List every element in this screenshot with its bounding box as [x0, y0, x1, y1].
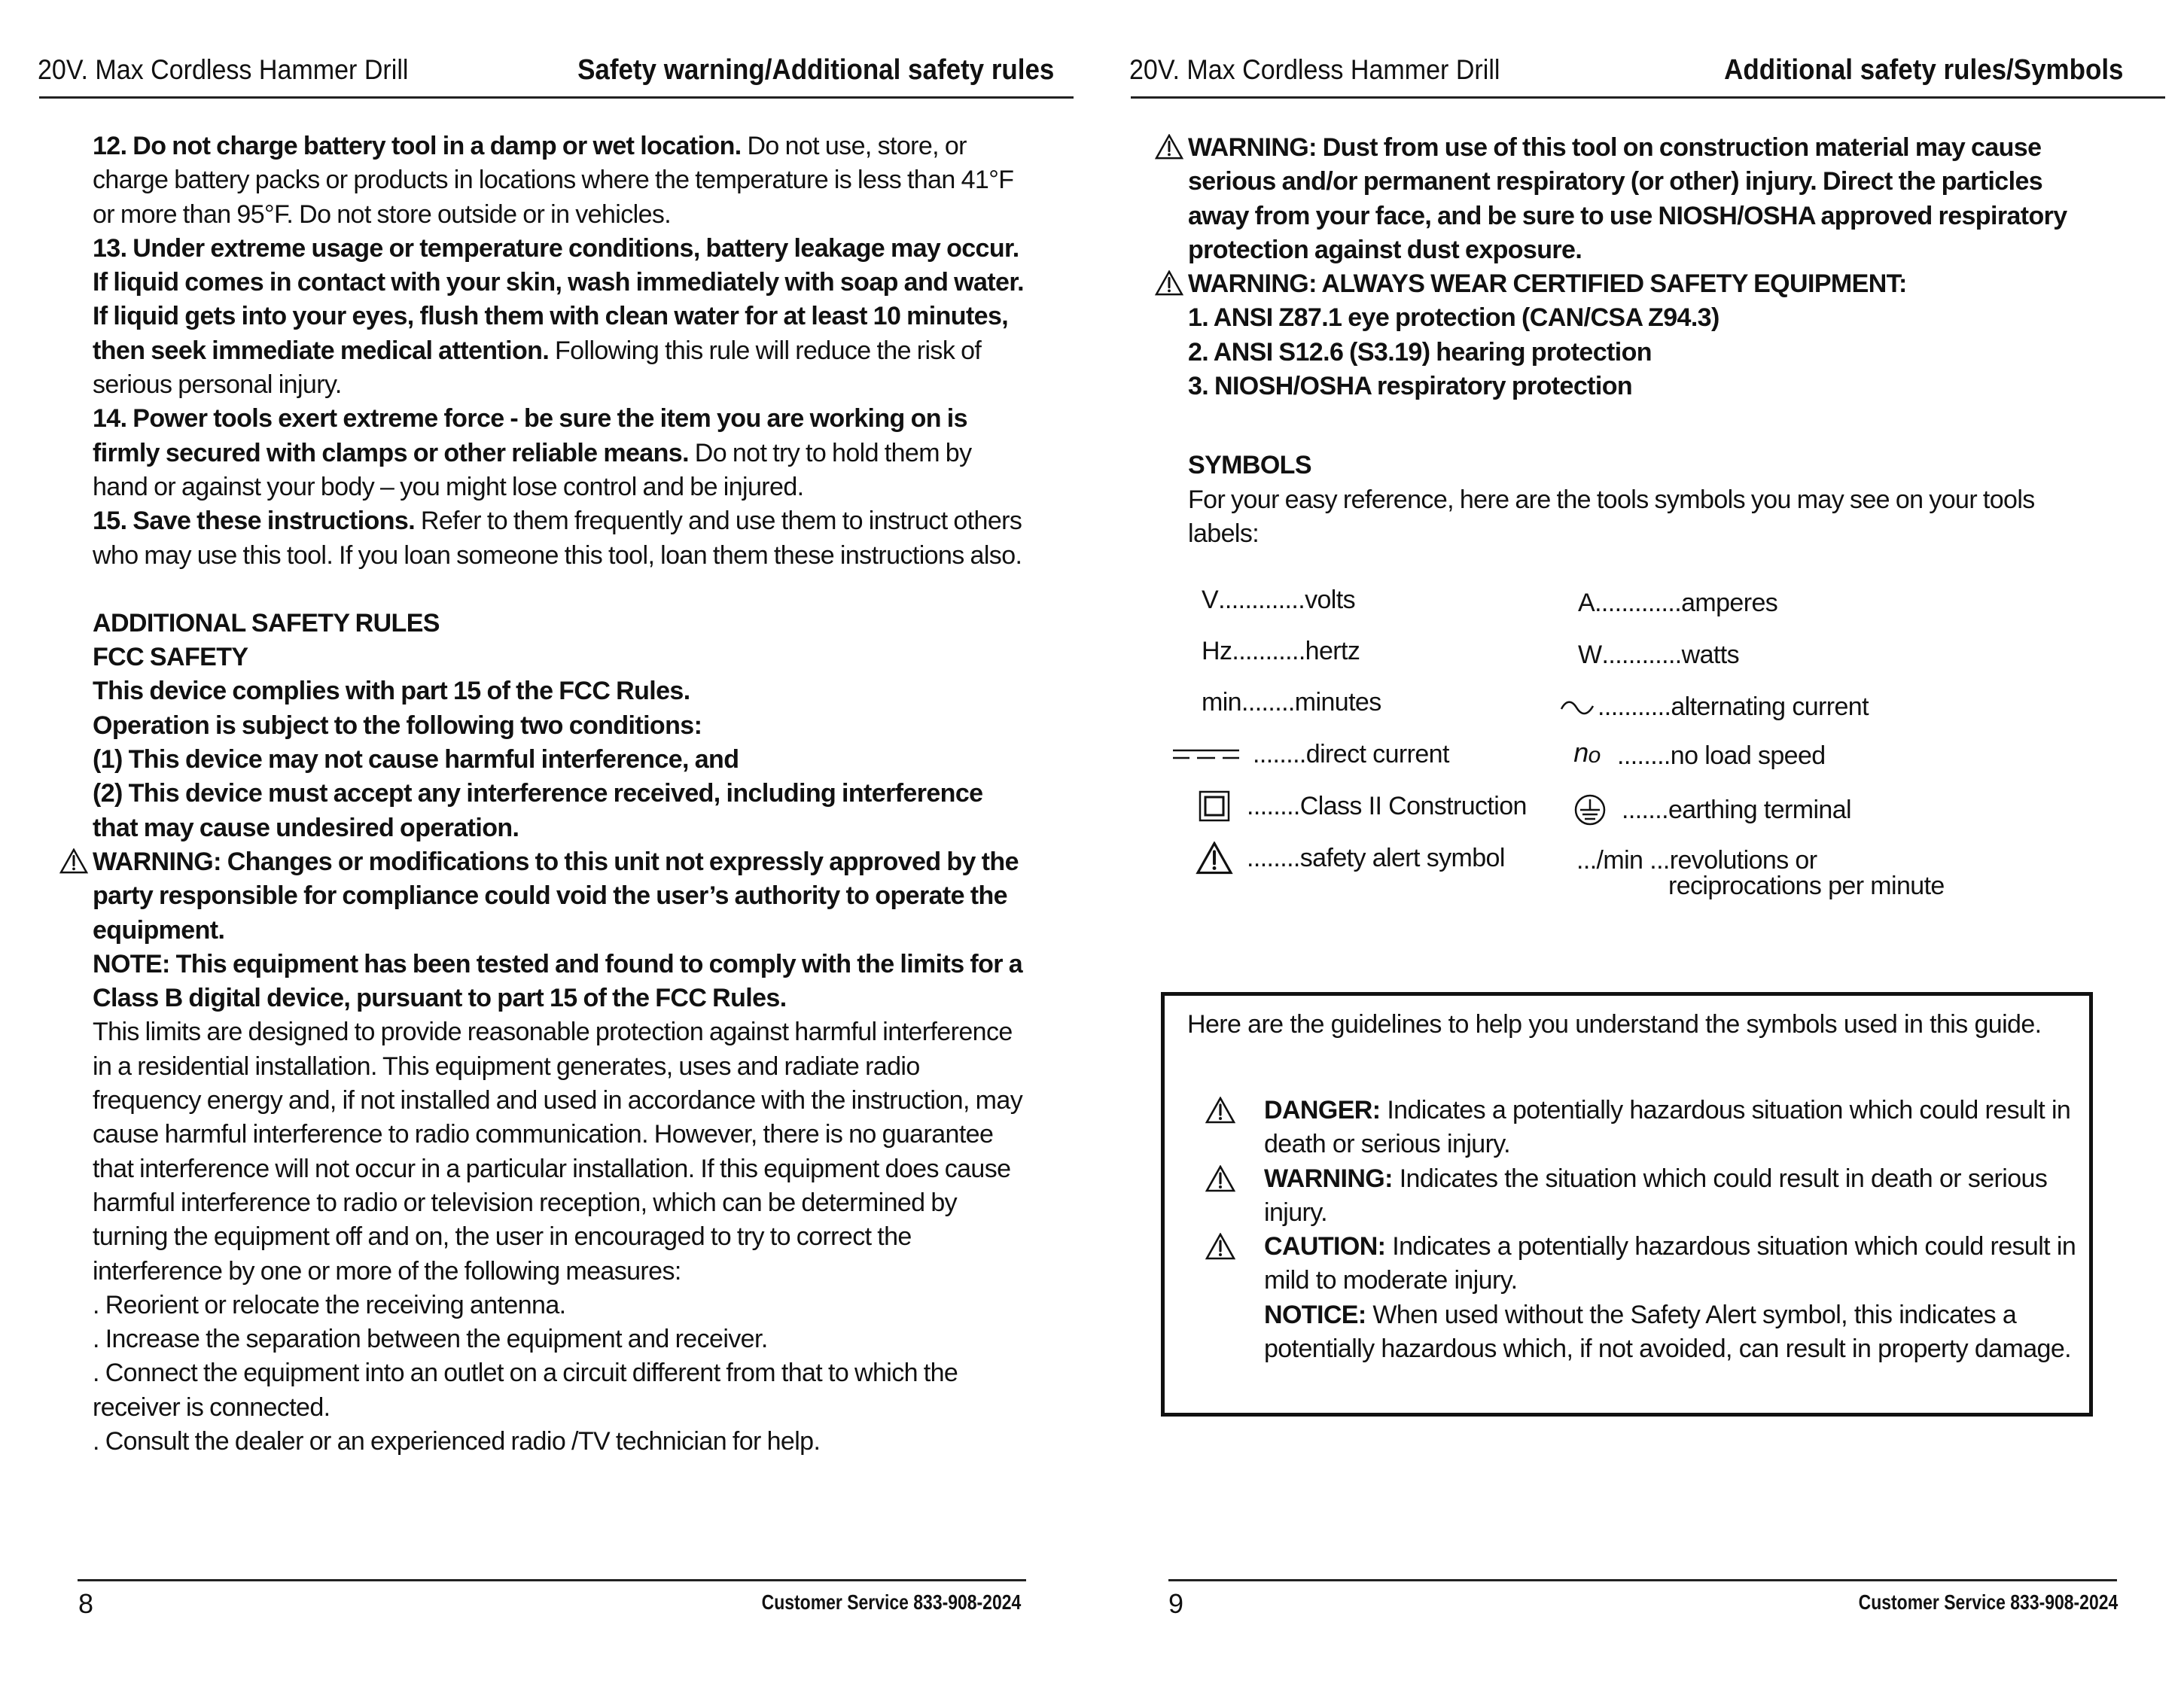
definition-text: Indicates the situation which could result in death or serious injury. [1264, 1164, 2048, 1227]
rule-15-title: 15. Save these instructions. [93, 507, 416, 536]
symbol-volts [1202, 586, 1355, 615]
symbols-intro: For your easy reference, here are the tools symbols you may see on your tools labels: [1188, 485, 2035, 548]
page-number: 8 [78, 1588, 94, 1619]
symbol-dots: ....... [1622, 795, 1668, 824]
caution-alert-icon [1205, 1233, 1235, 1260]
dust-warning-text: WARNING: Dust from use of this tool on construction material may cause serious and/or permanent respiratory (or other) injury. Direct the particles away from your face, and be sure to use NIOSH/OSHA approved respiratory protection against dust exposure. [1188, 133, 2067, 264]
symbol-code: A [1578, 589, 1595, 617]
class-ii-construction-icon [1199, 790, 1230, 822]
rule-13-text: Following this rule will reduce the risk of serious personal injury. [93, 336, 982, 400]
fcc-warning-text: WARNING: Changes or modifications to this unit not expressly approved by the party responsible for compliance could void the user’s authority to operate the equipment. [93, 847, 1019, 945]
fcc-line: Operation is subject to the following two conditions: [93, 711, 702, 740]
measure-item: . Consult the dealer or an experienced radio /TV technician for help. [93, 1426, 821, 1456]
rule-13 [93, 232, 1026, 402]
rule-12-title: 12. Do not charge battery tool in a damp or wet location. [93, 132, 742, 160]
definition-caution [1264, 1230, 2077, 1298]
symbol-dots: ............ [1601, 641, 1682, 669]
symbol-meaning: no load speed [1670, 741, 1826, 770]
definition-label: DANGER: [1264, 1096, 1381, 1124]
symbol-subscript: o [1588, 743, 1601, 768]
alternating-current-icon [1560, 697, 1595, 718]
symbol-meaning: earthing terminal [1668, 795, 1851, 824]
definition-text: Indicates a potentially hazardous situation which could result in death or serious injury. [1264, 1096, 2071, 1159]
definition-notice [1264, 1298, 2077, 1367]
definition-warning [1264, 1162, 2077, 1231]
fcc-line: (1) This device may not cause harmful interference, and [93, 745, 739, 775]
symbol-dots: ... [1643, 846, 1670, 875]
measure-item: . Reorient or relocate the receiving antenna. [93, 1290, 566, 1319]
fcc-warning [93, 845, 1026, 948]
symbol-dots: ........... [1598, 692, 1671, 721]
symbol-dots: ........ [1253, 740, 1306, 768]
measure-item: . Increase the separation between the equipment and receiver. [93, 1325, 768, 1354]
manual-page-9 [1092, 0, 2184, 1689]
signal-word-definitions [1264, 1094, 2077, 1366]
page-number: 9 [1168, 1588, 1184, 1619]
definition-label: WARNING: [1264, 1164, 1393, 1193]
symbol-dots: ........ [1241, 688, 1295, 717]
symbol-meaning: amperes [1681, 589, 1778, 617]
symbol-meaning: alternating current [1671, 692, 1869, 721]
symbol-dots: ........ [1247, 843, 1300, 872]
rule-15 [93, 504, 1026, 573]
measure-item: . Connect the equipment into an outlet on a circuit different from that to which the receiver is connected. [93, 1359, 958, 1422]
symbol-meaning: hertz [1305, 637, 1360, 665]
symbol-per-minute [1576, 848, 1945, 899]
rule-14-text: Do not try to hold them by hand or against your body – you might lose control and be injured. [93, 438, 972, 501]
symbol-meaning: volts [1305, 586, 1356, 614]
symbol-meaning-continued: reciprocations per minute [1668, 872, 1945, 900]
symbol-code: W [1578, 641, 1602, 669]
equipment-warning-text: WARNING: ALWAYS WEAR CERTIFIED SAFETY EQUIPMENT: [1188, 269, 1907, 299]
symbol-code: V [1202, 586, 1219, 614]
safety-rules-body [93, 129, 1026, 1459]
header-product-title: 20V. Max Cordless Hammer Drill [38, 54, 409, 85]
symbol-watts [1578, 641, 1739, 670]
symbol-code: min [1202, 688, 1241, 717]
symbol-dots: ........... [1232, 637, 1305, 665]
rule-12-text: Do not use, store, or charge battery packs or products in locations where the temperature is less than 41°F or more than 95°F. Do not store outside or in vehicles. [93, 132, 1014, 229]
symbol-alternating-current [1560, 692, 1869, 722]
symbol-no-load-speed [1570, 737, 1826, 771]
definition-label: NOTICE: [1264, 1300, 1366, 1329]
definition-label: CAUTION: [1264, 1232, 1386, 1261]
rule-12 [93, 129, 1026, 232]
symbol-hertz [1202, 637, 1360, 666]
customer-service-footer: Customer Service 833-908-2024 [761, 1590, 1021, 1614]
additional-safety-rules-heading: ADDITIONAL SAFETY RULES [93, 608, 440, 638]
direct-current-icon [1171, 746, 1242, 764]
equipment-item: 2. ANSI S12.6 (S3.19) hearing protection [1188, 337, 1652, 367]
symbol-meaning: Class II Construction [1299, 791, 1527, 820]
symbol-amperes [1578, 589, 1777, 618]
earthing-terminal-icon [1573, 793, 1607, 826]
symbol-dots: ............. [1218, 586, 1305, 614]
symbol-safety-alert [1196, 841, 1505, 875]
symbol-code: .../min [1576, 846, 1643, 875]
symbol-meaning: safety alert symbol [1299, 843, 1505, 872]
header-section-title: Safety warning/Additional safety rules [577, 54, 1054, 86]
rule-14 [93, 402, 1026, 504]
fcc-line: This device complies with part 15 of the FCC Rules. [93, 677, 690, 706]
symbol-dots: ............. [1595, 589, 1682, 617]
safety-alert-icon [1196, 841, 1233, 875]
symbol-earthing-terminal [1573, 793, 1851, 826]
symbols-legend [1092, 0, 2184, 1689]
symbol-direct-current [1171, 740, 1449, 769]
rule-14-title: 14. Power tools exert extreme force - be sure the item you are working on is firmly secured with clamps or other reliable means. [93, 404, 967, 467]
symbol-code: n [1573, 737, 1589, 768]
equipment-item: 1. ANSI Z87.1 eye protection (CAN/CSA Z94.3) [1188, 303, 1719, 333]
customer-service-footer: Customer Service 833-908-2024 [1858, 1590, 2118, 1614]
symbol-code: Hz [1202, 637, 1232, 665]
symbol-class-ii [1199, 790, 1527, 822]
symbol-meaning: revolutions or [1669, 846, 1817, 875]
signal-word-guidelines-box [1161, 992, 2093, 1417]
symbol-minutes [1202, 688, 1381, 717]
fcc-note-title: NOTE: This equipment has been tested and found to comply with the limits for a Class B digital device, pursuant to part 15 of the FCC Rules. [93, 949, 1023, 1013]
symbols-heading: SYMBOLS [1188, 451, 1311, 480]
header-section-title: Additional safety rules/Symbols [1723, 54, 2123, 86]
symbol-meaning: direct current [1305, 740, 1449, 768]
header-product-title: 20V. Max Cordless Hammer Drill [1129, 54, 1500, 85]
rule-15-text: Refer to them frequently and use them to instruct others who may use this tool. If you loan someone this tool, loan them these instructions also. [93, 507, 1022, 570]
symbol-dots: ........ [1617, 741, 1671, 770]
definition-text: When used without the Safety Alert symbol, this indicates a potentially hazardous which, if not avoided, can result in property damage. [1264, 1300, 2071, 1364]
fcc-safety-heading: FCC SAFETY [93, 643, 248, 672]
symbol-meaning: watts [1681, 641, 1740, 669]
guidelines-intro: Here are the guidelines to help you understand the symbols used in this guide. [1187, 1010, 2042, 1039]
warning-triangle-icon [59, 848, 88, 874]
no-load-speed-icon [1570, 737, 1604, 768]
header-divider [39, 96, 1074, 99]
danger-alert-icon [1205, 1097, 1235, 1124]
equipment-item: 3. NIOSH/OSHA respiratory protection [1188, 372, 1633, 401]
fcc-note-text: This limits are designed to provide reasonable protection against harmful interference in a residential installation. This equipment generates, uses and radiate radio frequency energy and, if not installed and used in accordance with the instruction, may cause harmful interference to radio communication. However, there is no guarantee that interference will not occur in a particular installation. If this equipment does cause harmful interference to radio or television reception, which can be determined by turning the equipment off and on, the user in encouraged to try to correct the interference by one or more of the following measures: [93, 1018, 1023, 1286]
definition-text: Indicates a potentially hazardous situation which could result in mild to moderate injury. [1264, 1232, 2076, 1295]
symbol-meaning: minutes [1294, 688, 1381, 717]
footer-divider [78, 1579, 1026, 1581]
rule-13-title: 13. Under extreme usage or temperature conditions, battery leakage may occur. If liquid comes in contact with your skin, wash immediately with soap and water. If liquid gets into your eyes, flush them with clean water for at least 10 minutes, then seek immediate medical attention. [93, 233, 1024, 365]
warning-alert-icon [1205, 1165, 1235, 1192]
footer-divider [1168, 1579, 2117, 1581]
symbol-dots: ........ [1247, 791, 1300, 820]
fcc-line: (2) This device must accept any interference received, including interference that may cause undesired operation. [93, 779, 983, 842]
definition-danger [1264, 1094, 2077, 1162]
